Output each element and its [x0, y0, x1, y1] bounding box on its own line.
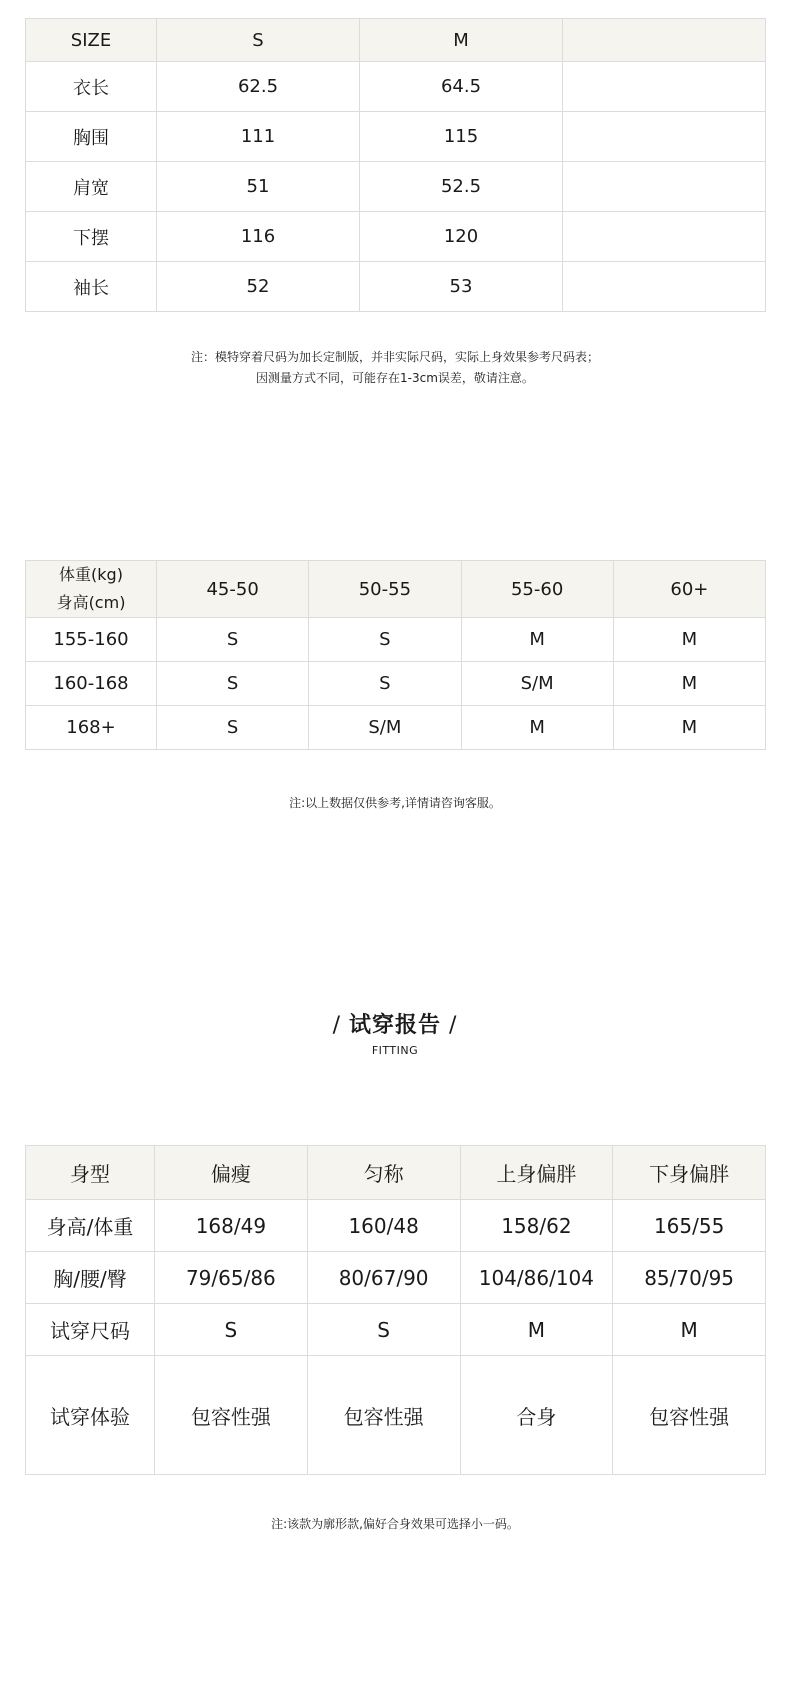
table-cell: S [307, 1304, 460, 1356]
size-chart-header-cell: SIZE [26, 19, 157, 62]
table-cell: S [309, 618, 461, 662]
table-cell: 袖长 [26, 262, 157, 312]
recommendation-note: 注:以上数据仅供参考,详情请咨询客服。 [289, 796, 501, 810]
table-cell: 下摆 [26, 212, 157, 262]
table-cell: 165/55 [613, 1200, 766, 1252]
table-cell: 62.5 [157, 62, 360, 112]
fitting-header-cell: 上身偏胖 [460, 1146, 613, 1200]
table-cell: 85/70/95 [613, 1252, 766, 1304]
table-cell: 64.5 [360, 62, 563, 112]
row-label-cell: 胸/腰/臀 [26, 1252, 155, 1304]
table-cell: M [613, 706, 765, 750]
table-cell: S [157, 706, 309, 750]
fitting-title [0, 1008, 790, 1039]
table-row [26, 162, 766, 212]
size-chart-header-cell [563, 19, 766, 62]
table-row [26, 262, 766, 312]
fitting-title-text: 试穿报告 [348, 1013, 441, 1038]
table-cell: 79/65/86 [155, 1252, 308, 1304]
size-chart-header-cell: S [157, 19, 360, 62]
table-cell [563, 112, 766, 162]
table-row [26, 1304, 766, 1356]
table-cell: 111 [157, 112, 360, 162]
table-row [26, 662, 766, 706]
table-cell: 包容性强 [155, 1356, 308, 1475]
table-cell: 104/86/104 [460, 1252, 613, 1304]
height-range-cell: 155-160 [26, 618, 157, 662]
table-cell: 包容性强 [307, 1356, 460, 1475]
fitting-header-cell: 匀称 [307, 1146, 460, 1200]
table-cell [563, 162, 766, 212]
fitting-report-table [25, 1145, 766, 1475]
table-cell [563, 262, 766, 312]
table-row [26, 212, 766, 262]
row-label-cell: 试穿尺码 [26, 1304, 155, 1356]
table-cell [563, 212, 766, 262]
note-line: 因测量方式不同，可能存在1-3cm误差，敬请注意。 [256, 371, 534, 385]
table-cell: 53 [360, 262, 563, 312]
table-cell: S [157, 618, 309, 662]
table-cell: M [460, 1304, 613, 1356]
table-cell: S/M [309, 706, 461, 750]
table-row [26, 62, 766, 112]
weight-range-header: 50-55 [309, 561, 461, 618]
row-label-cell: 试穿体验 [26, 1356, 155, 1475]
table-cell: 120 [360, 212, 563, 262]
fitting-note: 注:该款为廓形款,偏好合身效果可选择小一码。 [271, 1517, 519, 1531]
table-cell: 158/62 [460, 1200, 613, 1252]
height-range-cell: 160-168 [26, 662, 157, 706]
weight-label: 体重(kg) [59, 565, 123, 584]
table-cell [563, 62, 766, 112]
table-cell: 52 [157, 262, 360, 312]
table-cell: 包容性强 [613, 1356, 766, 1475]
size-chart-header-row [26, 19, 766, 62]
fitting-header-cell: 下身偏胖 [613, 1146, 766, 1200]
table-row [26, 706, 766, 750]
table-cell: 115 [360, 112, 563, 162]
fitting-subtitle: FITTING [371, 1044, 419, 1057]
weight-range-header: 60+ [613, 561, 765, 618]
table-cell: M [461, 618, 613, 662]
size-chart-table [25, 18, 766, 312]
table-row [26, 1252, 766, 1304]
table-row [26, 1356, 766, 1475]
corner-cell [26, 561, 157, 618]
size-chart-note [0, 347, 790, 389]
fitting-header-cell: 身型 [26, 1146, 155, 1200]
table-cell: 160/48 [307, 1200, 460, 1252]
height-range-cell: 168+ [26, 706, 157, 750]
table-cell: 80/67/90 [307, 1252, 460, 1304]
size-recommendation-table [25, 560, 766, 750]
table-cell: 肩宽 [26, 162, 157, 212]
table-cell: 52.5 [360, 162, 563, 212]
table-cell: M [613, 618, 765, 662]
table-cell: 168/49 [155, 1200, 308, 1252]
table-cell: 合身 [460, 1356, 613, 1475]
weight-range-header: 55-60 [461, 561, 613, 618]
table-row [26, 618, 766, 662]
size-chart-header-cell: M [360, 19, 563, 62]
table-cell: 衣长 [26, 62, 157, 112]
row-label-cell: 身高/体重 [26, 1200, 155, 1252]
table-cell: M [613, 1304, 766, 1356]
table-cell: 51 [157, 162, 360, 212]
recommendation-header-row [26, 561, 766, 618]
table-cell: 116 [157, 212, 360, 262]
weight-range-header: 45-50 [157, 561, 309, 618]
table-cell: M [613, 662, 765, 706]
table-cell: M [461, 706, 613, 750]
fitting-header-row [26, 1146, 766, 1200]
table-cell: S/M [461, 662, 613, 706]
table-cell: S [157, 662, 309, 706]
table-row [26, 1200, 766, 1252]
title-slash-left: / [332, 1013, 341, 1038]
note-line: 注：模特穿着尺码为加长定制版，并非实际尺码，实际上身效果参考尺码表； [190, 350, 599, 364]
title-slash-right: / [449, 1013, 458, 1038]
height-label: 身高(cm) [56, 593, 126, 612]
fitting-header-cell: 偏瘦 [155, 1146, 308, 1200]
table-cell: S [155, 1304, 308, 1356]
table-cell: S [309, 662, 461, 706]
table-row [26, 112, 766, 162]
table-cell: 胸围 [26, 112, 157, 162]
